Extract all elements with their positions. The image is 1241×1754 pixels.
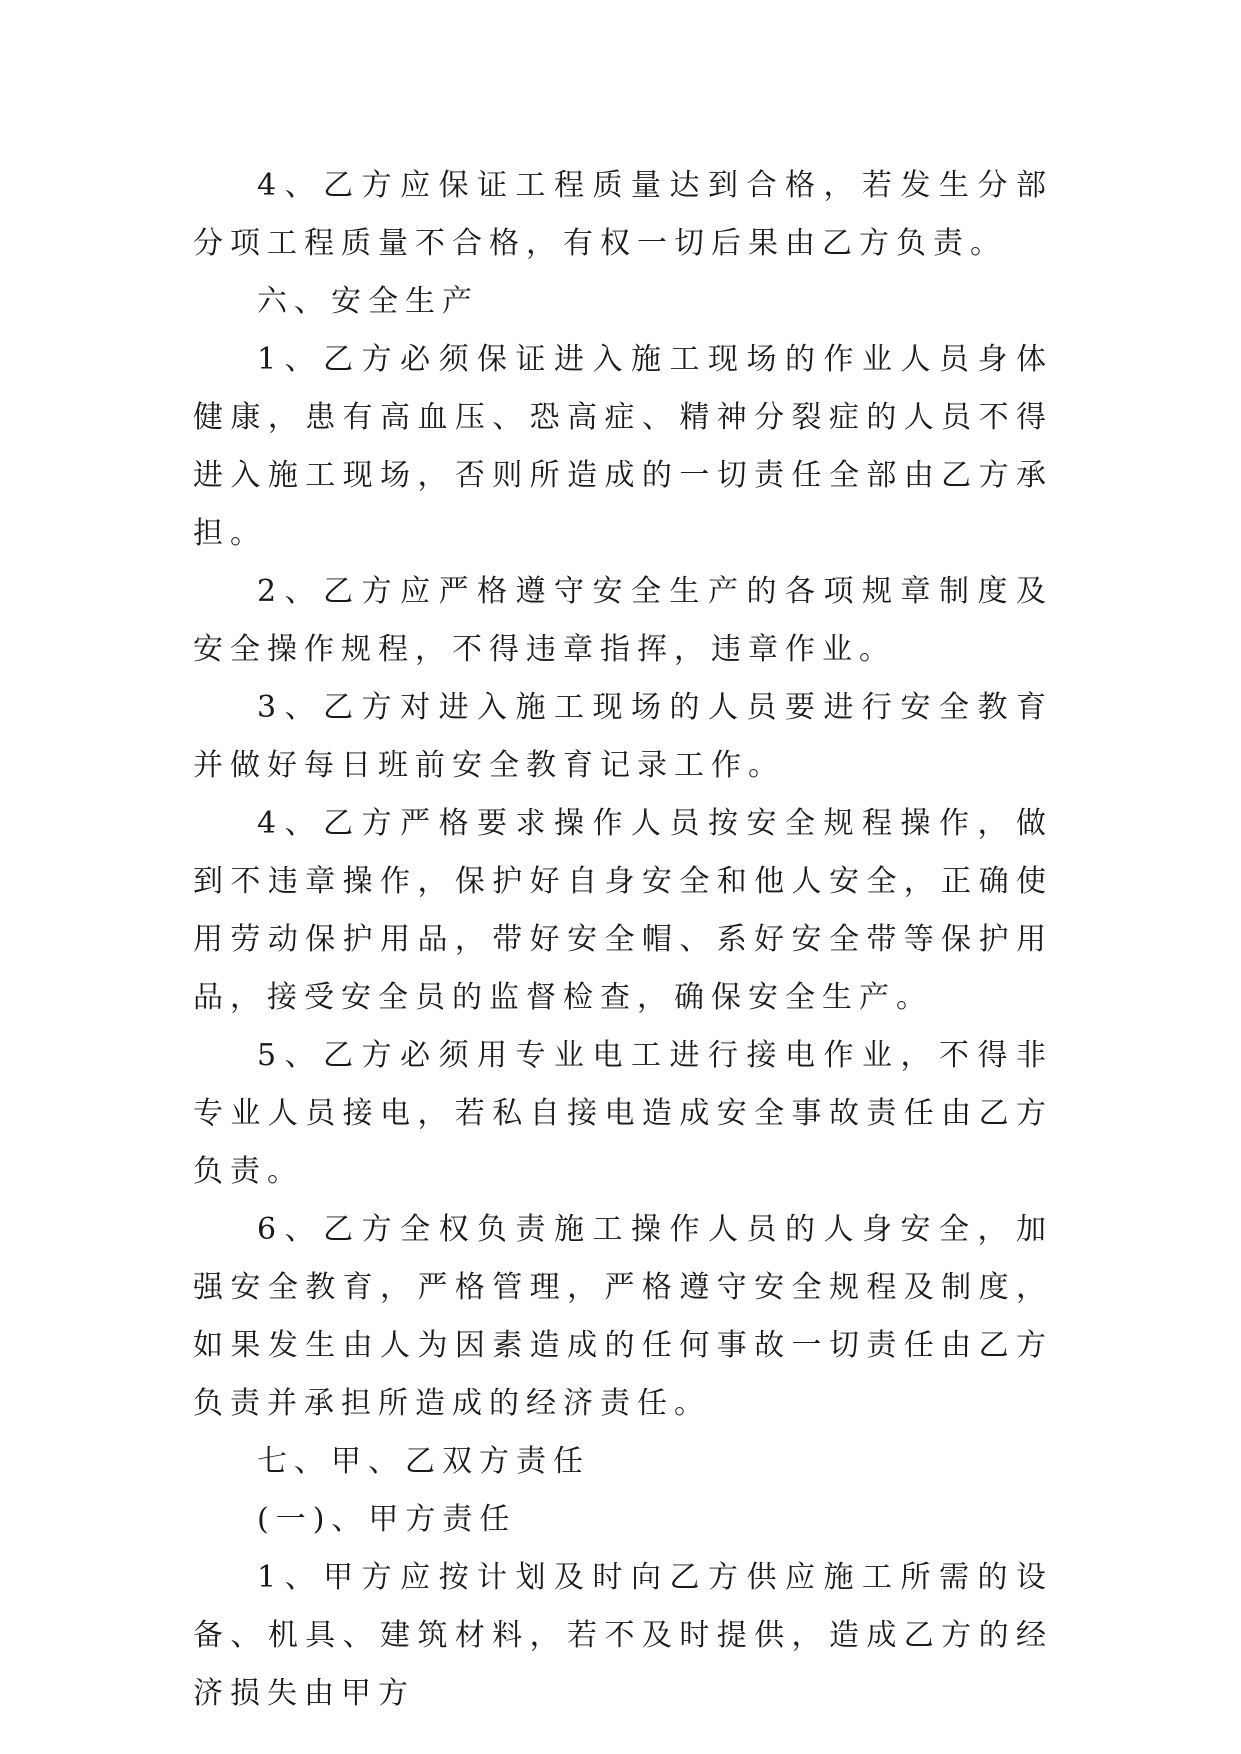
clause-safety-5: 5、乙方必须用专业电工进行接电作业，不得非专业人员接电，若私自接电造成安全事故责任由乙方负责。 xyxy=(193,1038,1053,1189)
section-heading-responsibilities: 七、甲、乙双方责任 xyxy=(257,1444,590,1479)
clause-quality-4: 4、乙方应保证工程质量达到合格，若发生分部分项工程质量不合格，有权一切后果由乙方负责。 xyxy=(193,168,1053,261)
clause-safety-2: 2、乙方应严格遵守安全生产的各项规章制度及安全操作规程，不得违章指挥，违章作业。 xyxy=(193,574,1053,667)
clause-safety-6: 6、乙方全权负责施工操作人员的人身安全，加强安全教育，严格管理，严格遵守安全规程及制度，如果发生由人为因素造成的任何事故一切责任由乙方负责并承担所造成的经济责任。 xyxy=(193,1212,1053,1421)
subsection-heading-party-a: (一)、甲方责任 xyxy=(257,1502,517,1537)
clause-safety-1: 1、乙方必须保证进入施工现场的作业人员身体健康，患有高血压、恐高症、精神分裂症的人员不得进入施工现场，否则所造成的一切责任全部由乙方承担。 xyxy=(193,342,1053,551)
clause-party-a-1: 1、甲方应按计划及时向乙方供应施工所需的设备、机具、建筑材料，若不及时提供，造成乙方的经济损失由甲方 xyxy=(193,1560,1053,1711)
clause-safety-3: 3、乙方对进入施工现场的人员要进行安全教育并做好每日班前安全教育记录工作。 xyxy=(193,690,1053,783)
section-heading-safety: 六、安全生产 xyxy=(257,284,479,319)
document-body xyxy=(193,157,1053,1723)
clause-safety-4: 4、乙方严格要求操作人员按安全规程操作，做到不违章操作，保护好自身安全和他人安全，正确使用劳动保护用品，带好安全帽、系好安全带等保护用品，接受安全员的监督检查，确保安全生产。 xyxy=(193,806,1053,1015)
